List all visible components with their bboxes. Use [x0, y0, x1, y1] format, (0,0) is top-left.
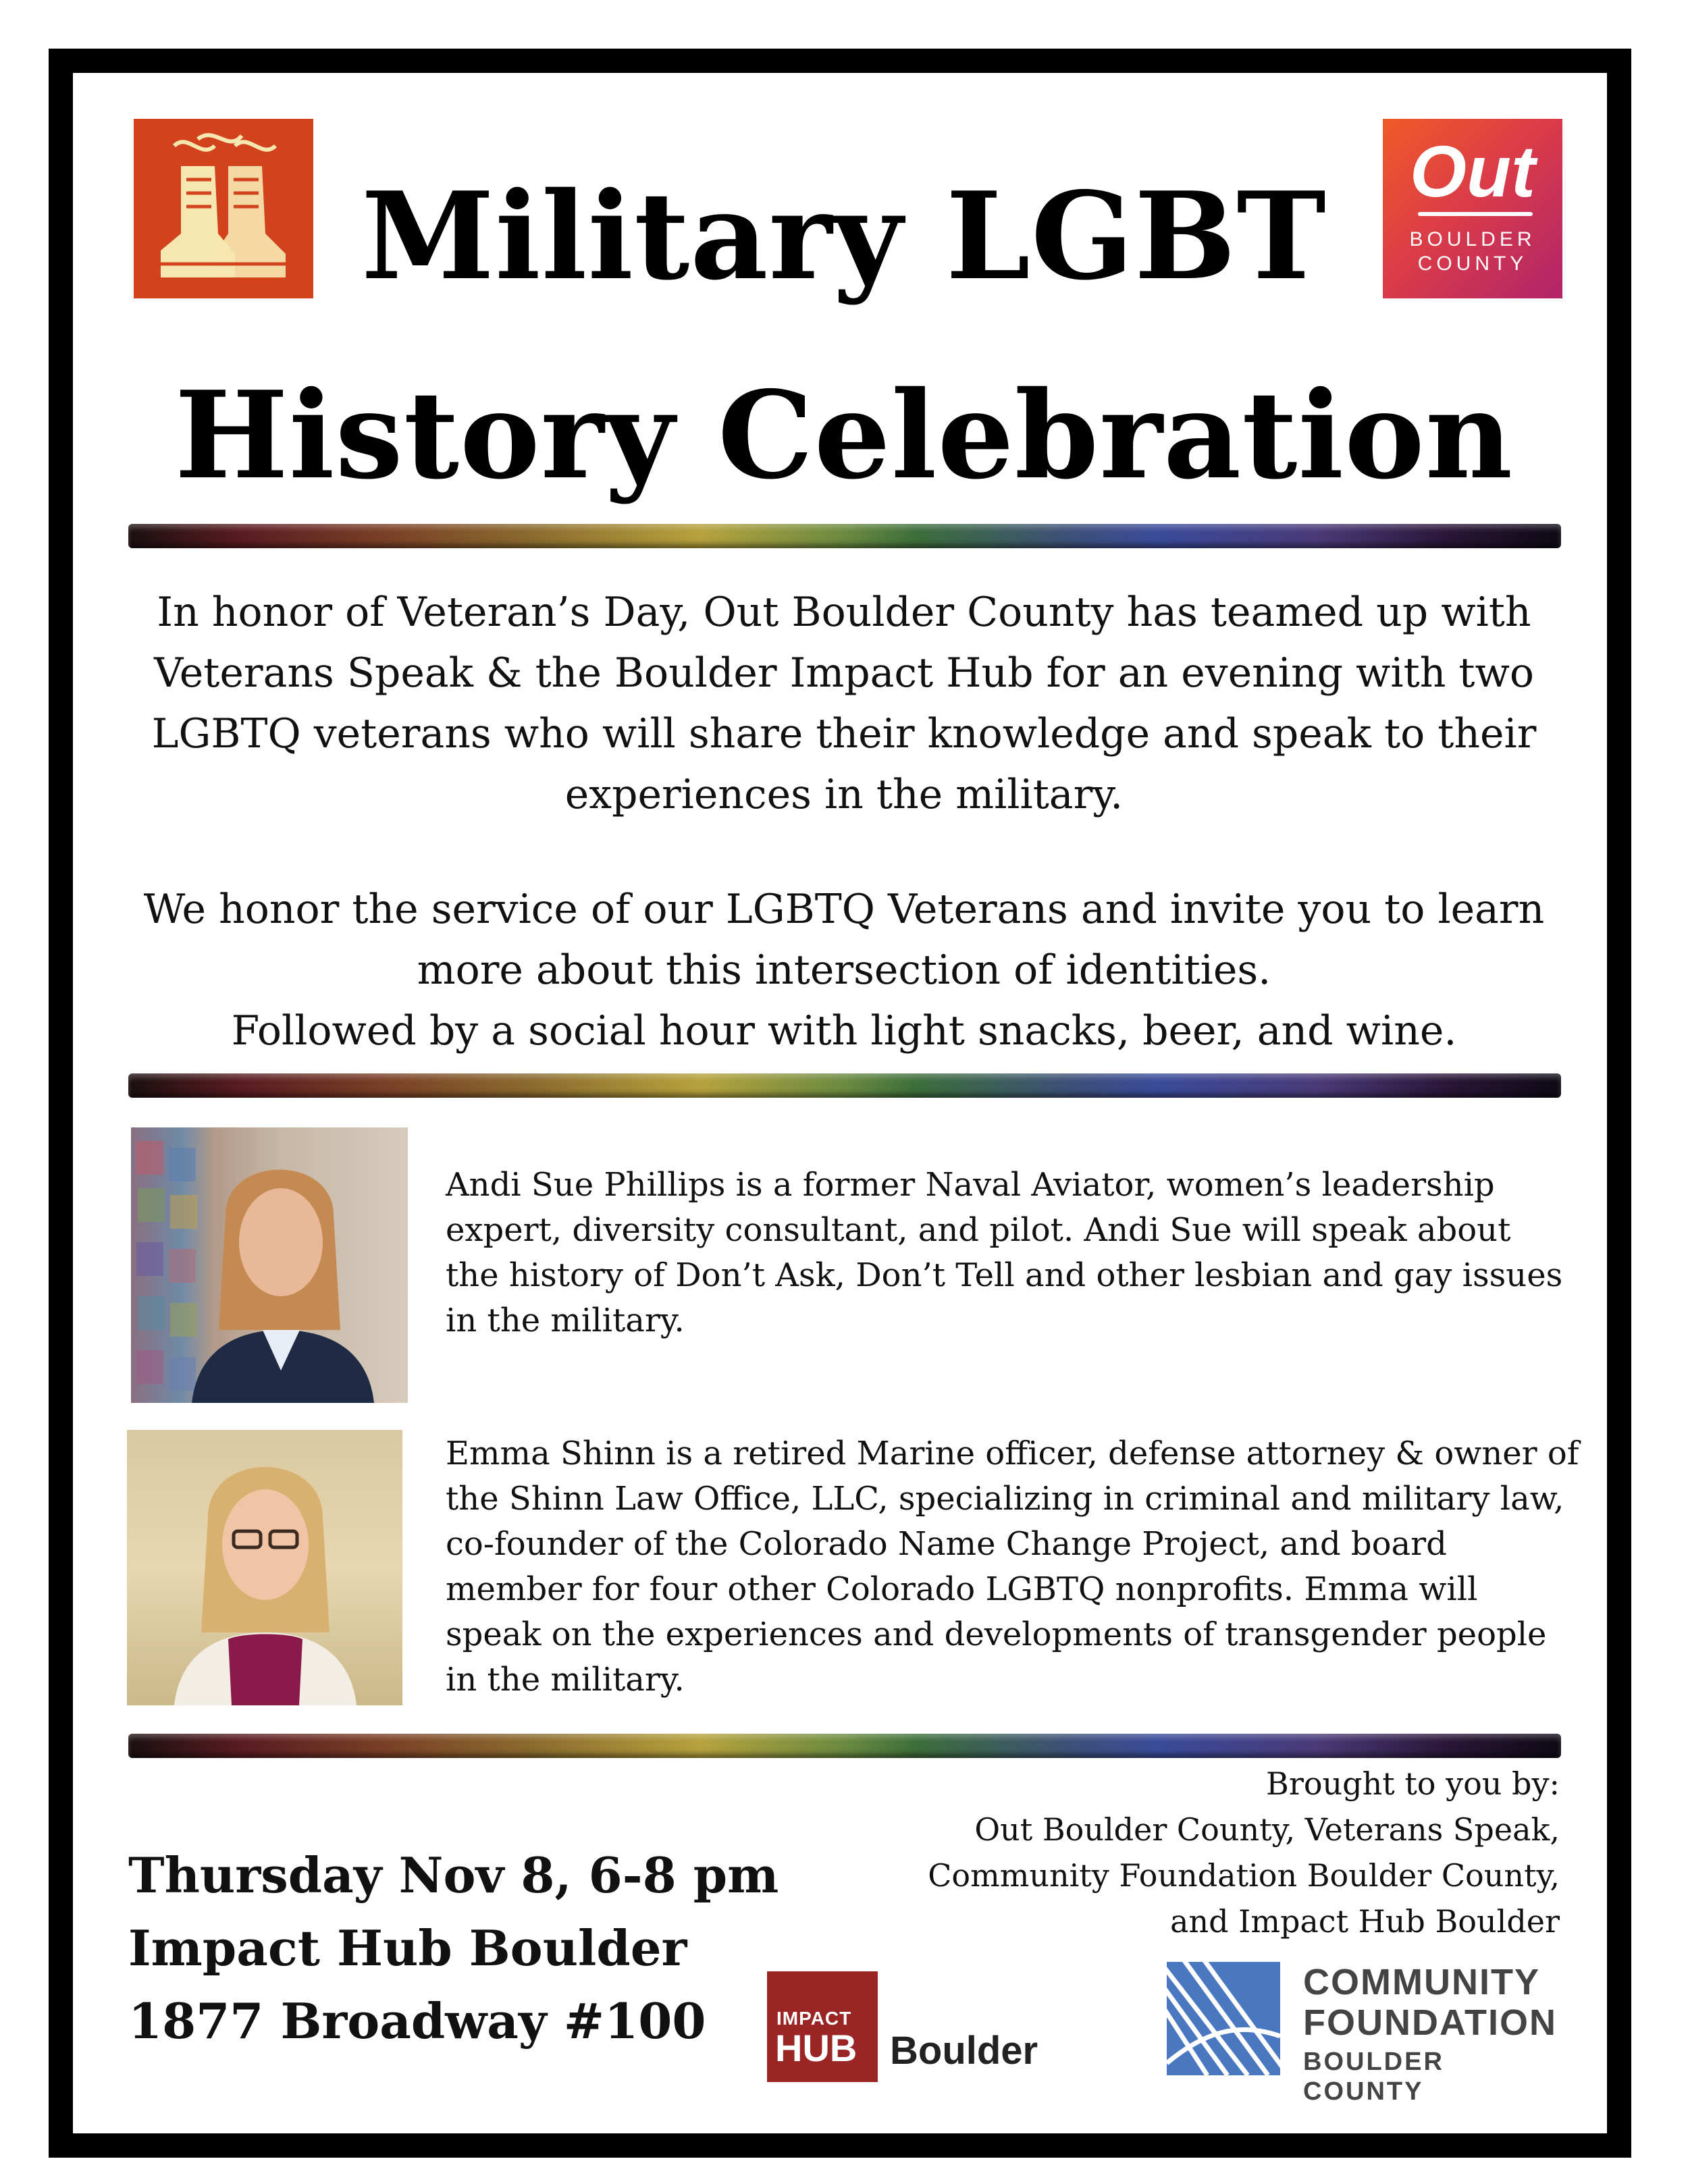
event-details [128, 1839, 871, 2058]
bio-line: Andi Sue Phillips is a former Naval Aviator, women’s leadership [446, 1166, 1495, 1204]
intro-line: Followed by a social hour with light snacks, beer, and wine. [231, 1007, 1457, 1055]
intro-paragraph-1 [101, 582, 1587, 825]
intro-line: Veterans Speak & the Boulder Impact Hub for an evening with two [153, 649, 1535, 697]
bio-line: the Shinn Law Office, LLC, specializing in criminal and military law, [446, 1480, 1564, 1518]
cf-line1: COMMUNITY [1303, 1962, 1540, 2002]
rainbow-divider [128, 1734, 1561, 1758]
rainbow-divider [128, 524, 1561, 548]
credits-line: Out Boulder County, Veterans Speak, [974, 1811, 1560, 1848]
impact-word: IMPACT [776, 2008, 852, 2029]
bio-line: the history of Don’t Ask, Don’t Tell and other lesbian and gay issues [446, 1256, 1563, 1294]
bio-line: speak on the experiences and developments of transgender people [446, 1616, 1547, 1653]
cf-line3: BOULDER COUNTY [1303, 2048, 1444, 2106]
intro-paragraph-2 [101, 879, 1587, 1061]
speaker-bio-emma [446, 1431, 1580, 1703]
speaker-photo-andi [131, 1127, 408, 1403]
out-logo-line1: BOULDER [1409, 228, 1536, 250]
impact-hub-logo [767, 1971, 1051, 2082]
impact-hub-badge [767, 1971, 878, 2082]
intro-line: experiences in the military. [564, 771, 1124, 818]
credits-line: Community Foundation Boulder County, [928, 1857, 1560, 1894]
intro-line: LGBTQ veterans who will share their knowledge and speak to their [151, 710, 1537, 757]
event-venue: Impact Hub Boulder [128, 1919, 687, 1977]
community-foundation-mark-icon [1167, 1962, 1280, 2075]
event-address: 1877 Broadway #100 [128, 1992, 706, 2050]
intro-line: In honor of Veteran’s Day, Out Boulder County has teamed up with [157, 589, 1531, 636]
speaker-photo-emma [127, 1430, 402, 1705]
intro-line: We honor the service of our LGBTQ Veterans and invite you to learn [143, 886, 1545, 933]
impact-hub-city: Boulder [890, 2029, 1038, 2073]
community-foundation-logo [1167, 1962, 1572, 2106]
cf-line2: FOUNDATION [1303, 2002, 1557, 2043]
credits-heading: Brought to you by: [1266, 1765, 1560, 1802]
bio-line: expert, diversity consultant, and pilot. Andi Sue will speak about [446, 1211, 1511, 1249]
rainbow-divider [128, 1073, 1561, 1098]
bio-line: member for four other Colorado LGBTQ nonprofits. Emma will [446, 1570, 1478, 1608]
title-line-2: History Celebration [174, 365, 1514, 506]
hub-word: HUB [775, 2027, 858, 2069]
speaker-bio-andi [446, 1163, 1580, 1343]
out-logo-line2: COUNTY [1417, 252, 1528, 275]
out-logo-word: Out [1410, 130, 1535, 212]
bio-line: in the military. [446, 1661, 685, 1699]
title-line-1: Military LGBT [361, 165, 1327, 307]
bio-line: in the military. [446, 1302, 685, 1339]
event-date: Thursday Nov 8, 6-8 pm [128, 1846, 779, 1904]
bio-line: co-founder of the Colorado Name Change Project, and board [446, 1525, 1447, 1563]
credits-line: and Impact Hub Boulder [1170, 1903, 1560, 1940]
sponsors-credits [844, 1761, 1560, 1944]
intro-line: more about this intersection of identities. [417, 947, 1271, 994]
bio-line: Emma Shinn is a retired Marine officer, defense attorney & owner of [446, 1435, 1579, 1472]
